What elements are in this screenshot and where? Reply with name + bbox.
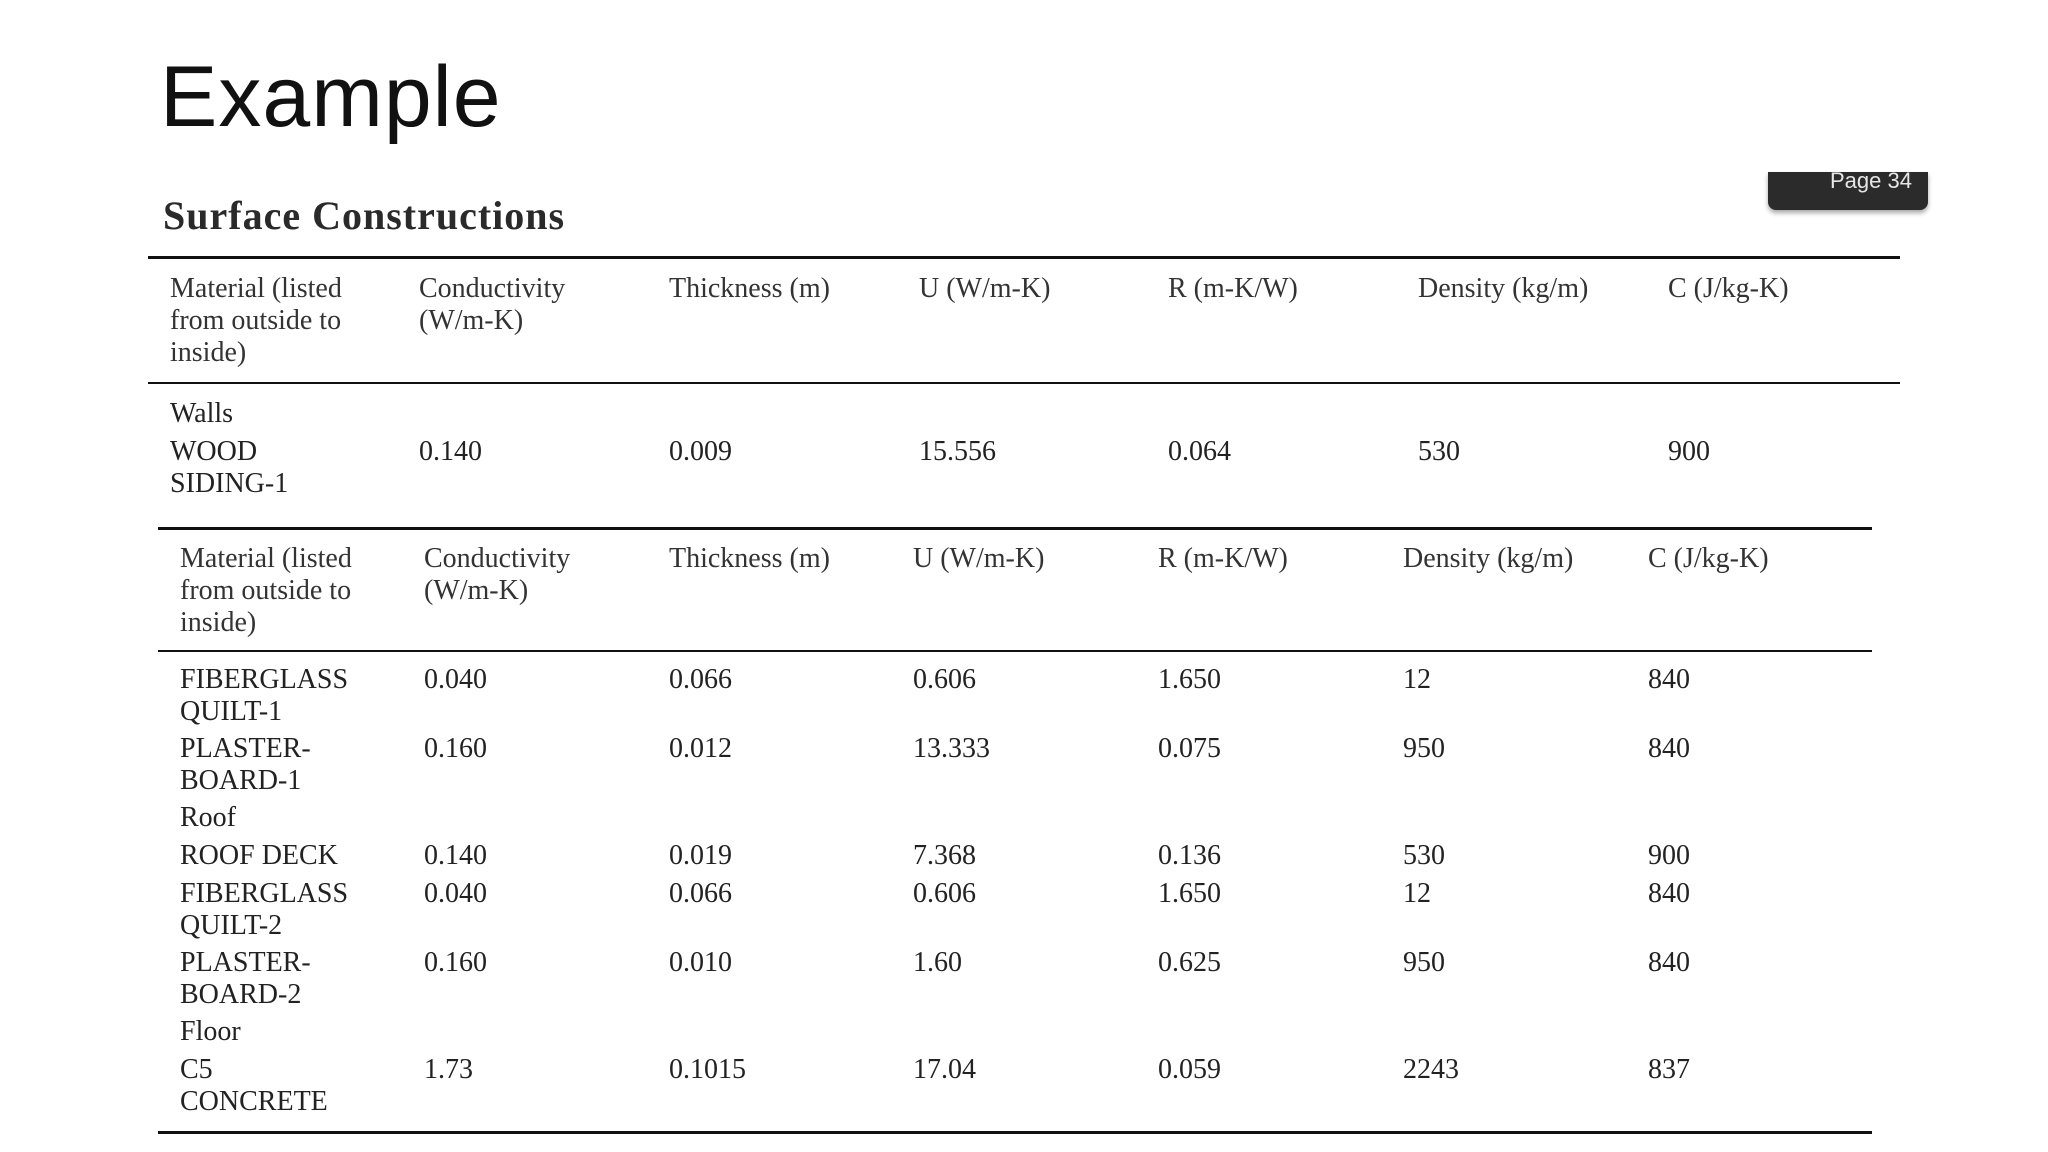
cell-r: 0.136 (1158, 840, 1221, 871)
table2-top-rule (158, 527, 1872, 530)
cell-r: 1.650 (1158, 878, 1221, 909)
table1-header-material: Material (listed from outside to inside) (170, 273, 342, 368)
cell-density: 2243 (1403, 1054, 1459, 1085)
cell-density: 12 (1403, 878, 1431, 909)
slide-title: Example (160, 49, 502, 145)
table1-row-thickness: 0.009 (669, 436, 732, 467)
page-number-label: Page 34 (1830, 172, 1912, 193)
table2-header-thickness: Thickness (m) (669, 543, 830, 574)
cell-material: C5 CONCRETE (180, 1054, 328, 1117)
cell-material: ROOF DECK (180, 840, 338, 871)
table2-bottom-rule (158, 1131, 1872, 1134)
table1-group-walls: Walls (170, 398, 234, 429)
cell-r: 1.650 (1158, 664, 1221, 695)
cell-material: PLASTER- BOARD-1 (180, 733, 311, 796)
cell-thickness: 0.010 (669, 947, 732, 978)
table1-header-r: R (m-K/W) (1168, 273, 1298, 304)
cell-r: 0.075 (1158, 733, 1221, 764)
cell-conductivity: 0.160 (424, 947, 487, 978)
table2-header-c: C (J/kg-K) (1648, 543, 1769, 574)
table1-header-rule (148, 382, 1900, 384)
cell-material: FIBERGLASS QUILT-1 (180, 664, 349, 727)
cell-u: 0.606 (913, 664, 976, 695)
table1-header-conductivity: Conductivity (W/m-K) (419, 273, 566, 336)
table2-header-r: R (m-K/W) (1158, 543, 1288, 574)
cell-u: 1.60 (913, 947, 962, 978)
cell-conductivity: 0.160 (424, 733, 487, 764)
group-label: Floor (180, 1016, 241, 1047)
table1-top-rule (148, 256, 1900, 259)
cell-thickness: 0.019 (669, 840, 732, 871)
table2-header-conductivity: Conductivity (W/m-K) (424, 543, 571, 606)
table2-header-material: Material (listed from outside to inside) (180, 543, 352, 638)
table1-row-conductivity: 0.140 (419, 436, 482, 467)
cell-c: 840 (1648, 878, 1690, 909)
cell-density: 12 (1403, 664, 1431, 695)
table1-row-density: 530 (1418, 436, 1460, 467)
table1-header-thickness: Thickness (m) (669, 273, 830, 304)
cell-r: 0.625 (1158, 947, 1221, 978)
cell-conductivity: 0.040 (424, 878, 487, 909)
cell-thickness: 0.066 (669, 664, 732, 695)
cell-r: 0.059 (1158, 1054, 1221, 1085)
cell-density: 950 (1403, 733, 1445, 764)
table1-row-r: 0.064 (1168, 436, 1231, 467)
page-number-badge (1768, 172, 1928, 210)
cell-conductivity: 0.040 (424, 664, 487, 695)
table2-header-u: U (W/m-K) (913, 543, 1045, 574)
cell-thickness: 0.1015 (669, 1054, 746, 1085)
cell-u: 13.333 (913, 733, 990, 764)
table1-header-c: C (J/kg-K) (1668, 273, 1789, 304)
section-heading: Surface Constructions (163, 193, 566, 238)
cell-density: 530 (1403, 840, 1445, 871)
cell-conductivity: 0.140 (424, 840, 487, 871)
table1-row-c: 900 (1668, 436, 1710, 467)
cell-thickness: 0.066 (669, 878, 732, 909)
cell-u: 0.606 (913, 878, 976, 909)
table1-header-density: Density (kg/m) (1418, 273, 1589, 304)
cell-c: 840 (1648, 664, 1690, 695)
cell-u: 7.368 (913, 840, 976, 871)
cell-material: PLASTER- BOARD-2 (180, 947, 311, 1010)
table1-header-u: U (W/m-K) (919, 273, 1051, 304)
cell-c: 840 (1648, 733, 1690, 764)
cell-material: FIBERGLASS QUILT-2 (180, 878, 349, 941)
cell-conductivity: 1.73 (424, 1054, 473, 1085)
cell-c: 900 (1648, 840, 1690, 871)
cell-density: 950 (1403, 947, 1445, 978)
cell-c: 837 (1648, 1054, 1690, 1085)
cell-thickness: 0.012 (669, 733, 732, 764)
table2-header-density: Density (kg/m) (1403, 543, 1574, 574)
group-label: Roof (180, 802, 236, 833)
table1-row-u: 15.556 (919, 436, 996, 467)
table1-row-material: WOOD SIDING-1 (170, 436, 289, 499)
cell-u: 17.04 (913, 1054, 976, 1085)
table2-header-rule (158, 650, 1872, 652)
cell-c: 840 (1648, 947, 1690, 978)
